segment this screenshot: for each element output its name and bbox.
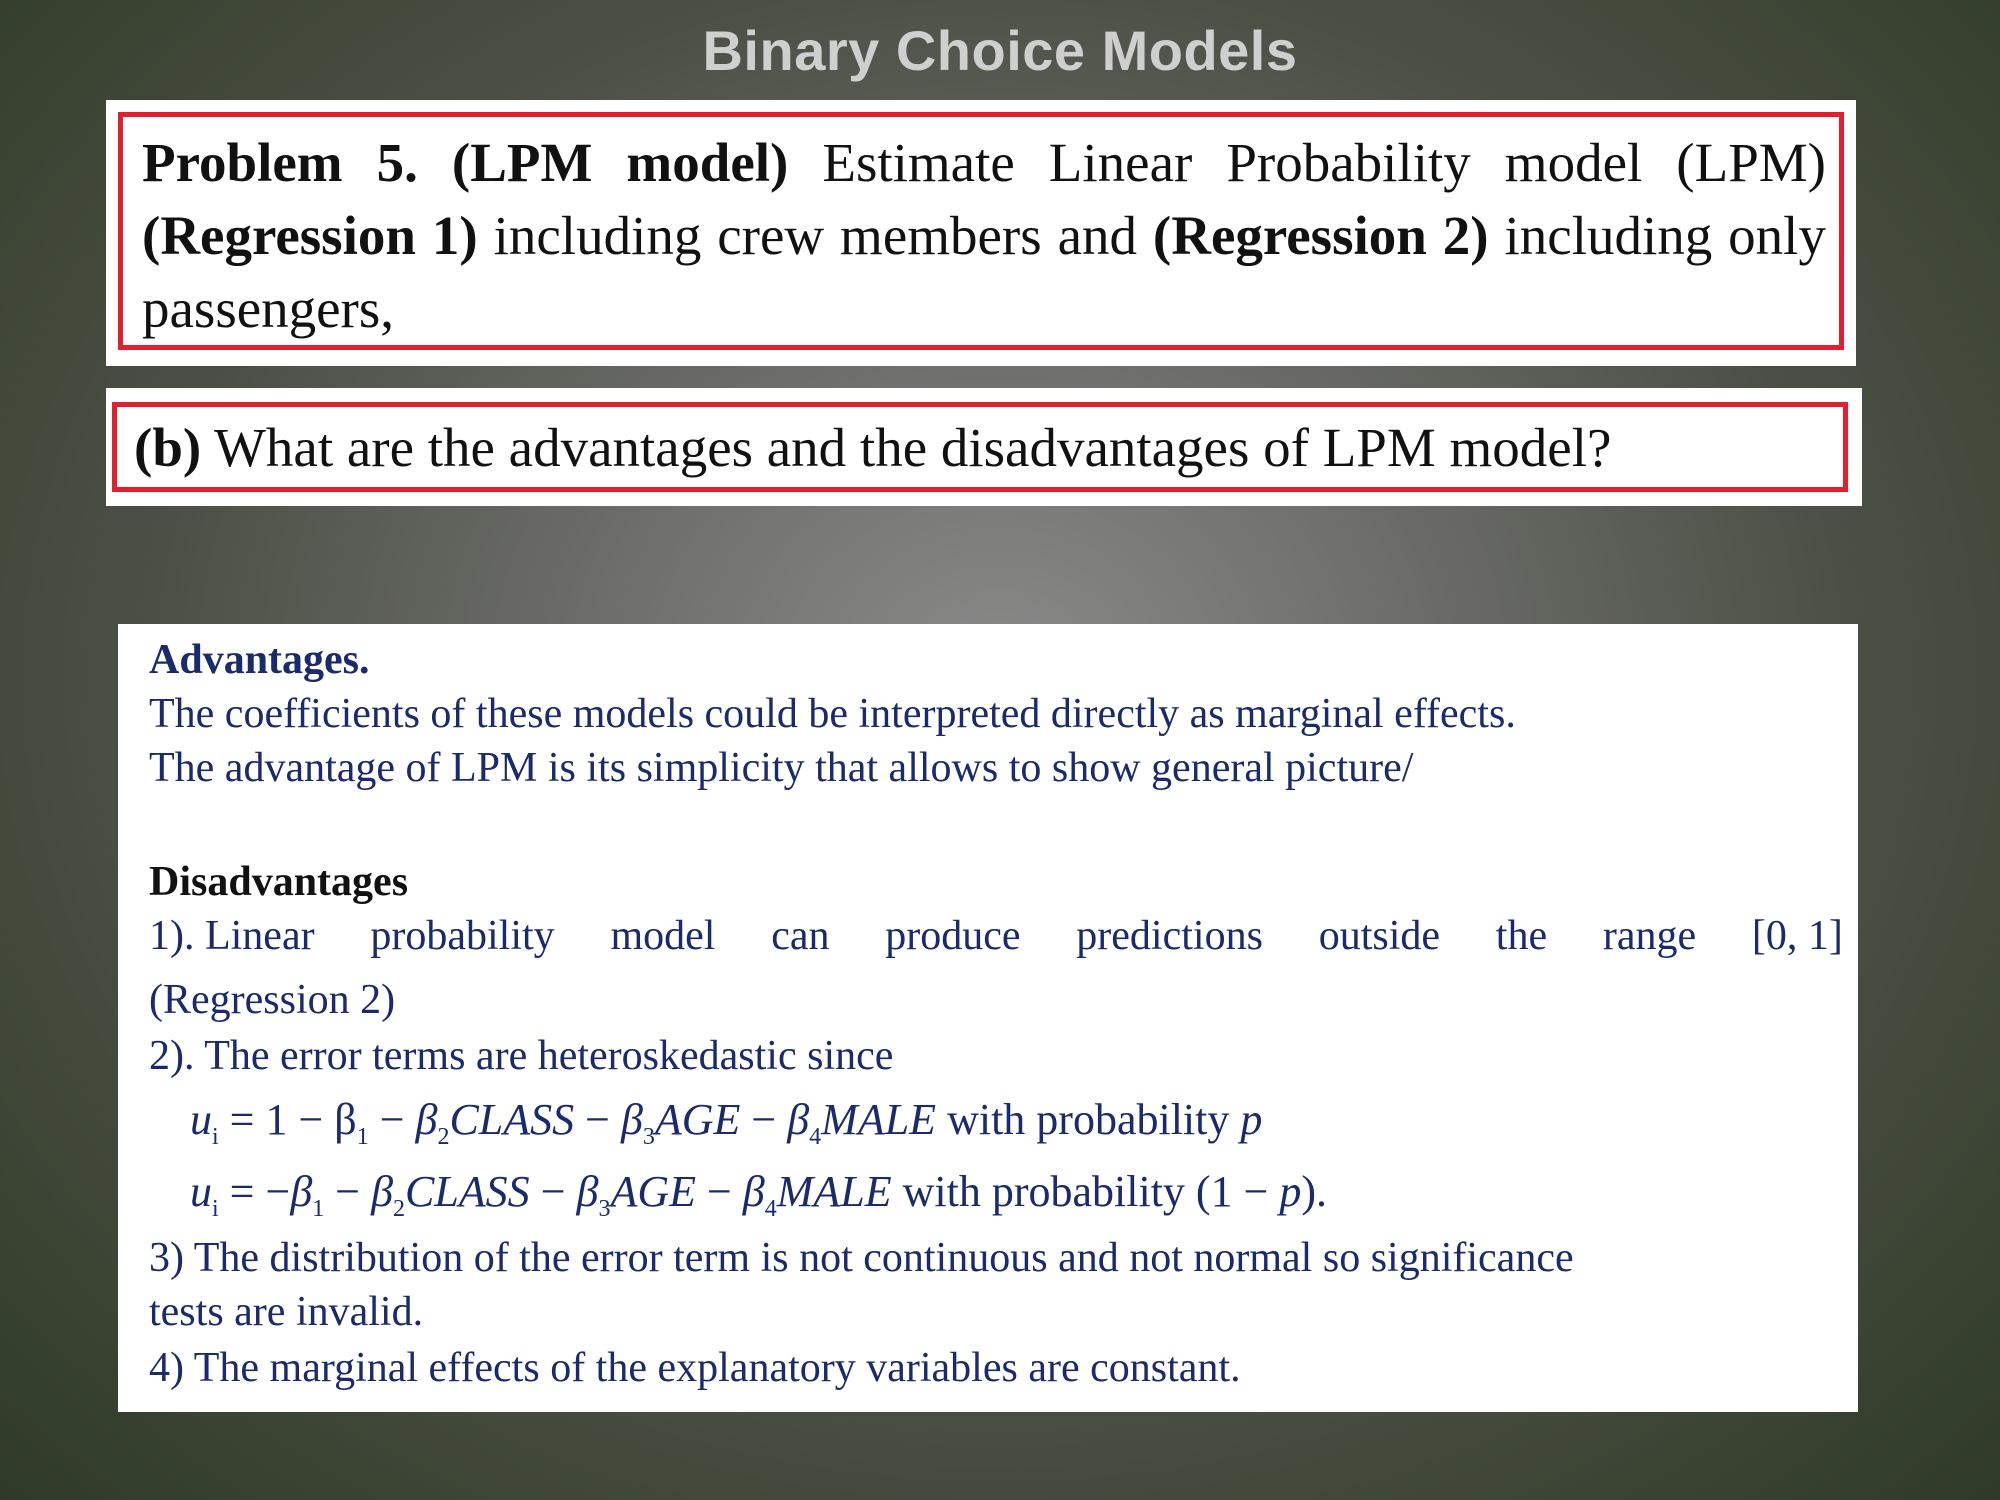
advantages-heading: Advantages. (149, 637, 370, 683)
question-label: (b) (134, 417, 202, 478)
eq1-rhs: = 1 − β (218, 1095, 357, 1144)
disadvantage-item-4: 4) The marginal effects of the explanatory variables are constant. (149, 1345, 1241, 1391)
advantage-item-1: The coefficients of these models could be interpreted directly as marginal effects. (149, 691, 1516, 737)
disadvantages-heading: Disadvantages (149, 859, 409, 905)
disadvantage-item-1-continued: (Regression 2) (149, 977, 396, 1023)
word: probability (370, 913, 555, 959)
word: produce (885, 913, 1021, 959)
word: range (1602, 913, 1697, 959)
problem-panel (106, 100, 1856, 366)
advantage-item-2: The advantage of LPM is its simplicity that allows to show general picture/ (149, 745, 1414, 791)
word: [0, 1] (1751, 913, 1843, 959)
word: can (771, 913, 830, 959)
question-body: What are the advantages and the disadvantages of LPM model? (201, 417, 1612, 478)
disadvantage-item-3: 3) The distribution of the error term is not continuous and not normal so significance (149, 1235, 1574, 1281)
word: the (1495, 913, 1548, 959)
equation-1: $u_i = 1 - \beta_1$ − $\beta_2CLASS - \beta_3AGE$ − $\beta_4MALE$ with probability p (190, 1095, 1263, 1150)
word: 1). Linear (149, 913, 315, 959)
disadvantage-item-1 (149, 912, 1843, 960)
eq2-prob: with probability (1 − (891, 1167, 1280, 1216)
question-panel (106, 388, 1862, 506)
disadvantage-item-2: 2). The error terms are heteroskedastic since (149, 1033, 894, 1079)
word: predictions (1076, 913, 1263, 959)
problem-regression-2: (Regression 2) (1152, 205, 1489, 266)
problem-text-c: including only passengers, (142, 205, 1826, 339)
slide-title: Binary Choice Models (702, 19, 1298, 82)
question-text (134, 416, 1834, 480)
equation-2: $u_i = -\beta_1$ − $\beta_2CLASS - \beta_3AGE$ − $\beta_4MALE$ with probability (1 − p). (190, 1167, 1328, 1222)
eq1-prob: with probability (936, 1095, 1241, 1144)
answer-panel (118, 624, 1858, 1412)
problem-text-a: Estimate Linear Probability model (LPM) (788, 132, 1826, 193)
problem-text (142, 126, 1826, 345)
word: model (610, 913, 716, 959)
eq1-p: p (1240, 1095, 1263, 1144)
problem-label: Problem 5. (LPM model) (142, 132, 789, 193)
disadvantage-item-3-continued: tests are invalid. (149, 1289, 424, 1335)
word: outside (1318, 913, 1441, 959)
problem-text-b: including crew members and (477, 205, 1153, 266)
problem-regression-1: (Regression 1) (142, 205, 478, 266)
